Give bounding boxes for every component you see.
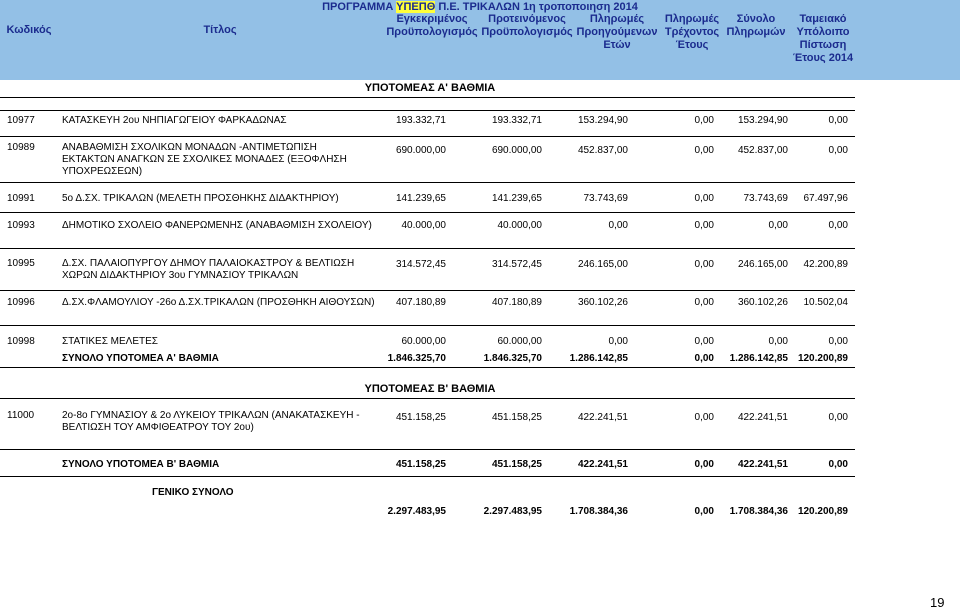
row-prev-payments: 73.743,69 [583, 193, 628, 204]
row-title: ΚΑΤΑΣΚΕΥΗ 2ου ΝΗΠΙΑΓΩΓΕΙΟΥ ΦΑΡΚΑΔΩΝΑΣ [62, 115, 287, 126]
divider [0, 97, 855, 98]
row-current-payments: 0,00 [694, 145, 714, 156]
row-prev-payments: 0,00 [608, 336, 628, 347]
column-header-title: Τίτλος [203, 24, 237, 36]
row-title: ΣΤΑΤΙΚΕΣ ΜΕΛΕΤΕΣ [62, 336, 158, 347]
row-remaining: 0,00 [828, 115, 848, 126]
row-current-payments: 0,00 [694, 297, 714, 308]
grand-total-approved: 2.297.483,95 [387, 506, 446, 517]
subtotal-proposed: 451.158,25 [491, 459, 542, 470]
row-title: Δ.ΣΧ.ΦΛΑΜΟΥΛΙΟΥ -26ο Δ.ΣΧ.ΤΡΙΚΑΛΩΝ (ΠΡΟΣΘΗΚΗ ΑΙΘΟΥΣΩΝ) [62, 297, 375, 308]
page-number: 19 [930, 595, 945, 610]
subtotal-total-payments: 1.286.142,85 [729, 353, 788, 364]
row-current-payments: 0,00 [694, 412, 714, 423]
row-proposed: 407.180,89 [491, 297, 542, 308]
subtotal-prev-payments: 422.241,51 [577, 459, 628, 470]
row-prev-payments: 360.102,26 [577, 297, 628, 308]
row-code: 10995 [7, 258, 35, 269]
subtotal-current-payments: 0,00 [694, 353, 714, 364]
row-current-payments: 0,00 [694, 115, 714, 126]
divider [0, 182, 855, 183]
row-title: 2ο-8ο ΓΥΜΝΑΣΙΟΥ & 2ο ΛΥΚΕΙΟΥ ΤΡΙΚΑΛΩΝ (ΑΝΑΚΑΤΑΣΚΕΥΗ - ΒΕΛΤΙΩΣΗ ΤΟΥ ΑΜΦΙΘΕΑΤΡΟΥ ΤΟΥ 2ου) [62, 410, 360, 433]
row-remaining: 0,00 [828, 412, 848, 423]
row-title: ΑΝΑΒΑΘΜΙΣΗ ΣΧΟΛΙΚΩΝ ΜΟΝΑΔΩΝ -ΑΝΤΙΜΕΤΩΠΙΣΗ ΕΚΤΑΚΤΩΝ ΑΝΑΓΚΩΝ ΣΕ ΣΧΟΛΙΚΕΣ ΜΟΝΑΔΕΣ (ΕΞΟΦΛΗΣΗ ΥΠΟΧΡΕΩΣΕΩΝ) [62, 142, 347, 177]
grand-total-proposed: 2.297.483,95 [483, 506, 542, 517]
row-prev-payments: 452.837,00 [577, 145, 628, 156]
row-approved: 451.158,25 [395, 412, 446, 423]
row-code: 10989 [7, 142, 35, 153]
row-remaining: 10.502,04 [803, 297, 848, 308]
row-current-payments: 0,00 [694, 259, 714, 270]
row-title: 5ο Δ.ΣΧ. ΤΡΙΚΑΛΩΝ (ΜΕΛΕΤΗ ΠΡΟΣΘΗΚΗΣ ΔΙΔΑΚΤΗΡΙΟΥ) [62, 193, 339, 204]
row-total-payments: 153.294,90 [737, 115, 788, 126]
divider [0, 325, 855, 326]
row-code: 10996 [7, 297, 35, 308]
subtotal-approved: 1.846.325,70 [387, 353, 446, 364]
row-title: ΔΗΜΟΤΙΚΟ ΣΧΟΛΕΙΟ ΦΑΝΕΡΩΜΕΝΗΣ (ΑΝΑΒΑΘΜΙΣΗ ΣΧΟΛΕΙΟΥ) [62, 220, 372, 231]
row-proposed: 690.000,00 [491, 145, 542, 156]
row-code: 10993 [7, 220, 35, 231]
divider [0, 449, 855, 450]
row-current-payments: 0,00 [694, 220, 714, 231]
row-approved: 60.000,00 [401, 336, 446, 347]
grand-total-total-payments: 1.708.384,36 [729, 506, 788, 517]
subtotal-remaining: 0,00 [828, 459, 848, 470]
row-code: 10977 [7, 115, 35, 126]
document-title: ΠΡΟΓΡΑΜΜΑ ΥΠΕΠΘ Π.Ε. ΤΡΙΚΑΛΩΝ 1η τροποποιηση 2014 [322, 1, 638, 13]
row-code: 10991 [7, 193, 35, 204]
column-header-total-payments: Σύνολο Πληρωμών [726, 13, 786, 38]
title-highlight: ΥΠΕΠΘ [396, 1, 436, 13]
divider [0, 248, 855, 249]
section-title-a: ΥΠΟΤΟΜΕΑΣ Α' ΒΑΘΜΙΑ [364, 82, 496, 94]
subtotal-total-payments: 422.241,51 [737, 459, 788, 470]
column-header-remaining: Ταμειακό Υπόλοιπο Πίστωση Έτους 2014 [792, 13, 854, 64]
row-total-payments: 422.241,51 [737, 412, 788, 423]
row-approved: 40.000,00 [401, 220, 446, 231]
subtotal-prev-payments: 1.286.142,85 [569, 353, 628, 364]
row-code: 11000 [7, 410, 35, 421]
row-prev-payments: 422.241,51 [577, 412, 628, 423]
row-proposed: 141.239,65 [491, 193, 542, 204]
column-header-code: Κωδικός [6, 24, 52, 36]
grand-total-current-payments: 0,00 [694, 506, 714, 517]
row-total-payments: 360.102,26 [737, 297, 788, 308]
subtotal-label-b: ΣΥΝΟΛΟ ΥΠΟΤΟΜΕΑ Β' ΒΑΘΜΙΑ [62, 459, 220, 470]
divider [0, 367, 855, 368]
row-prev-payments: 246.165,00 [577, 259, 628, 270]
row-approved: 314.572,45 [395, 259, 446, 270]
row-remaining: 0,00 [828, 336, 848, 347]
row-approved: 141.239,65 [395, 193, 446, 204]
divider [0, 136, 855, 137]
subtotal-approved: 451.158,25 [395, 459, 446, 470]
column-header-approved: Εγκεκριμένος Προϋπολογισμός [386, 13, 478, 38]
divider [0, 290, 855, 291]
divider [0, 476, 855, 477]
row-current-payments: 0,00 [694, 336, 714, 347]
subtotal-proposed: 1.846.325,70 [483, 353, 542, 364]
grand-total-label: ΓΕΝΙΚΟ ΣΥΝΟΛΟ [152, 487, 234, 498]
row-total-payments: 0,00 [768, 336, 788, 347]
row-proposed: 60.000,00 [497, 336, 542, 347]
divider [0, 212, 855, 213]
row-remaining: 67.497,96 [803, 193, 848, 204]
row-total-payments: 0,00 [768, 220, 788, 231]
row-remaining: 42.200,89 [803, 259, 848, 270]
column-header-current-payments: Πληρωμές Τρέχοντος Έτους [664, 13, 720, 51]
row-code: 10998 [7, 336, 35, 347]
row-prev-payments: 0,00 [608, 220, 628, 231]
subtotal-label-a: ΣΥΝΟΛΟ ΥΠΟΤΟΜΕΑ Α' ΒΑΘΜΙΑ [62, 353, 219, 364]
row-approved: 407.180,89 [395, 297, 446, 308]
grand-total-prev-payments: 1.708.384,36 [569, 506, 628, 517]
row-prev-payments: 153.294,90 [577, 115, 628, 126]
row-proposed: 314.572,45 [491, 259, 542, 270]
divider [0, 110, 855, 111]
subtotal-remaining: 120.200,89 [797, 353, 848, 364]
row-proposed: 193.332,71 [491, 115, 542, 126]
row-title: Δ.ΣΧ. ΠΑΛΑΙΟΠΥΡΓΟΥ ΔΗΜΟΥ ΠΑΛΑΙΟΚΑΣΤΡΟΥ & ΒΕΛΤΙΩΣΗ ΧΩΡΩΝ ΔΙΔΑΚΤΗΡΙΟΥ 3ου ΓΥΜΝΑΣΙΟΥ ΤΡΙΚΑΛΩΝ [62, 258, 355, 281]
row-approved: 193.332,71 [395, 115, 446, 126]
subtotal-current-payments: 0,00 [694, 459, 714, 470]
grand-total-remaining: 120.200,89 [797, 506, 848, 517]
row-proposed: 451.158,25 [491, 412, 542, 423]
row-proposed: 40.000,00 [497, 220, 542, 231]
row-total-payments: 246.165,00 [737, 259, 788, 270]
column-header-proposed: Προτεινόμενος Προϋπολογισμός [481, 13, 573, 38]
row-total-payments: 452.837,00 [737, 145, 788, 156]
row-remaining: 0,00 [828, 220, 848, 231]
row-approved: 690.000,00 [395, 145, 446, 156]
row-total-payments: 73.743,69 [743, 193, 788, 204]
column-header-prev-payments: Πληρωμές Προηγούμενων Ετών [576, 13, 658, 51]
row-current-payments: 0,00 [694, 193, 714, 204]
divider [0, 398, 855, 399]
row-remaining: 0,00 [828, 145, 848, 156]
section-title-b: ΥΠΟΤΟΜΕΑΣ Β' ΒΑΘΜΙΑ [364, 383, 496, 395]
